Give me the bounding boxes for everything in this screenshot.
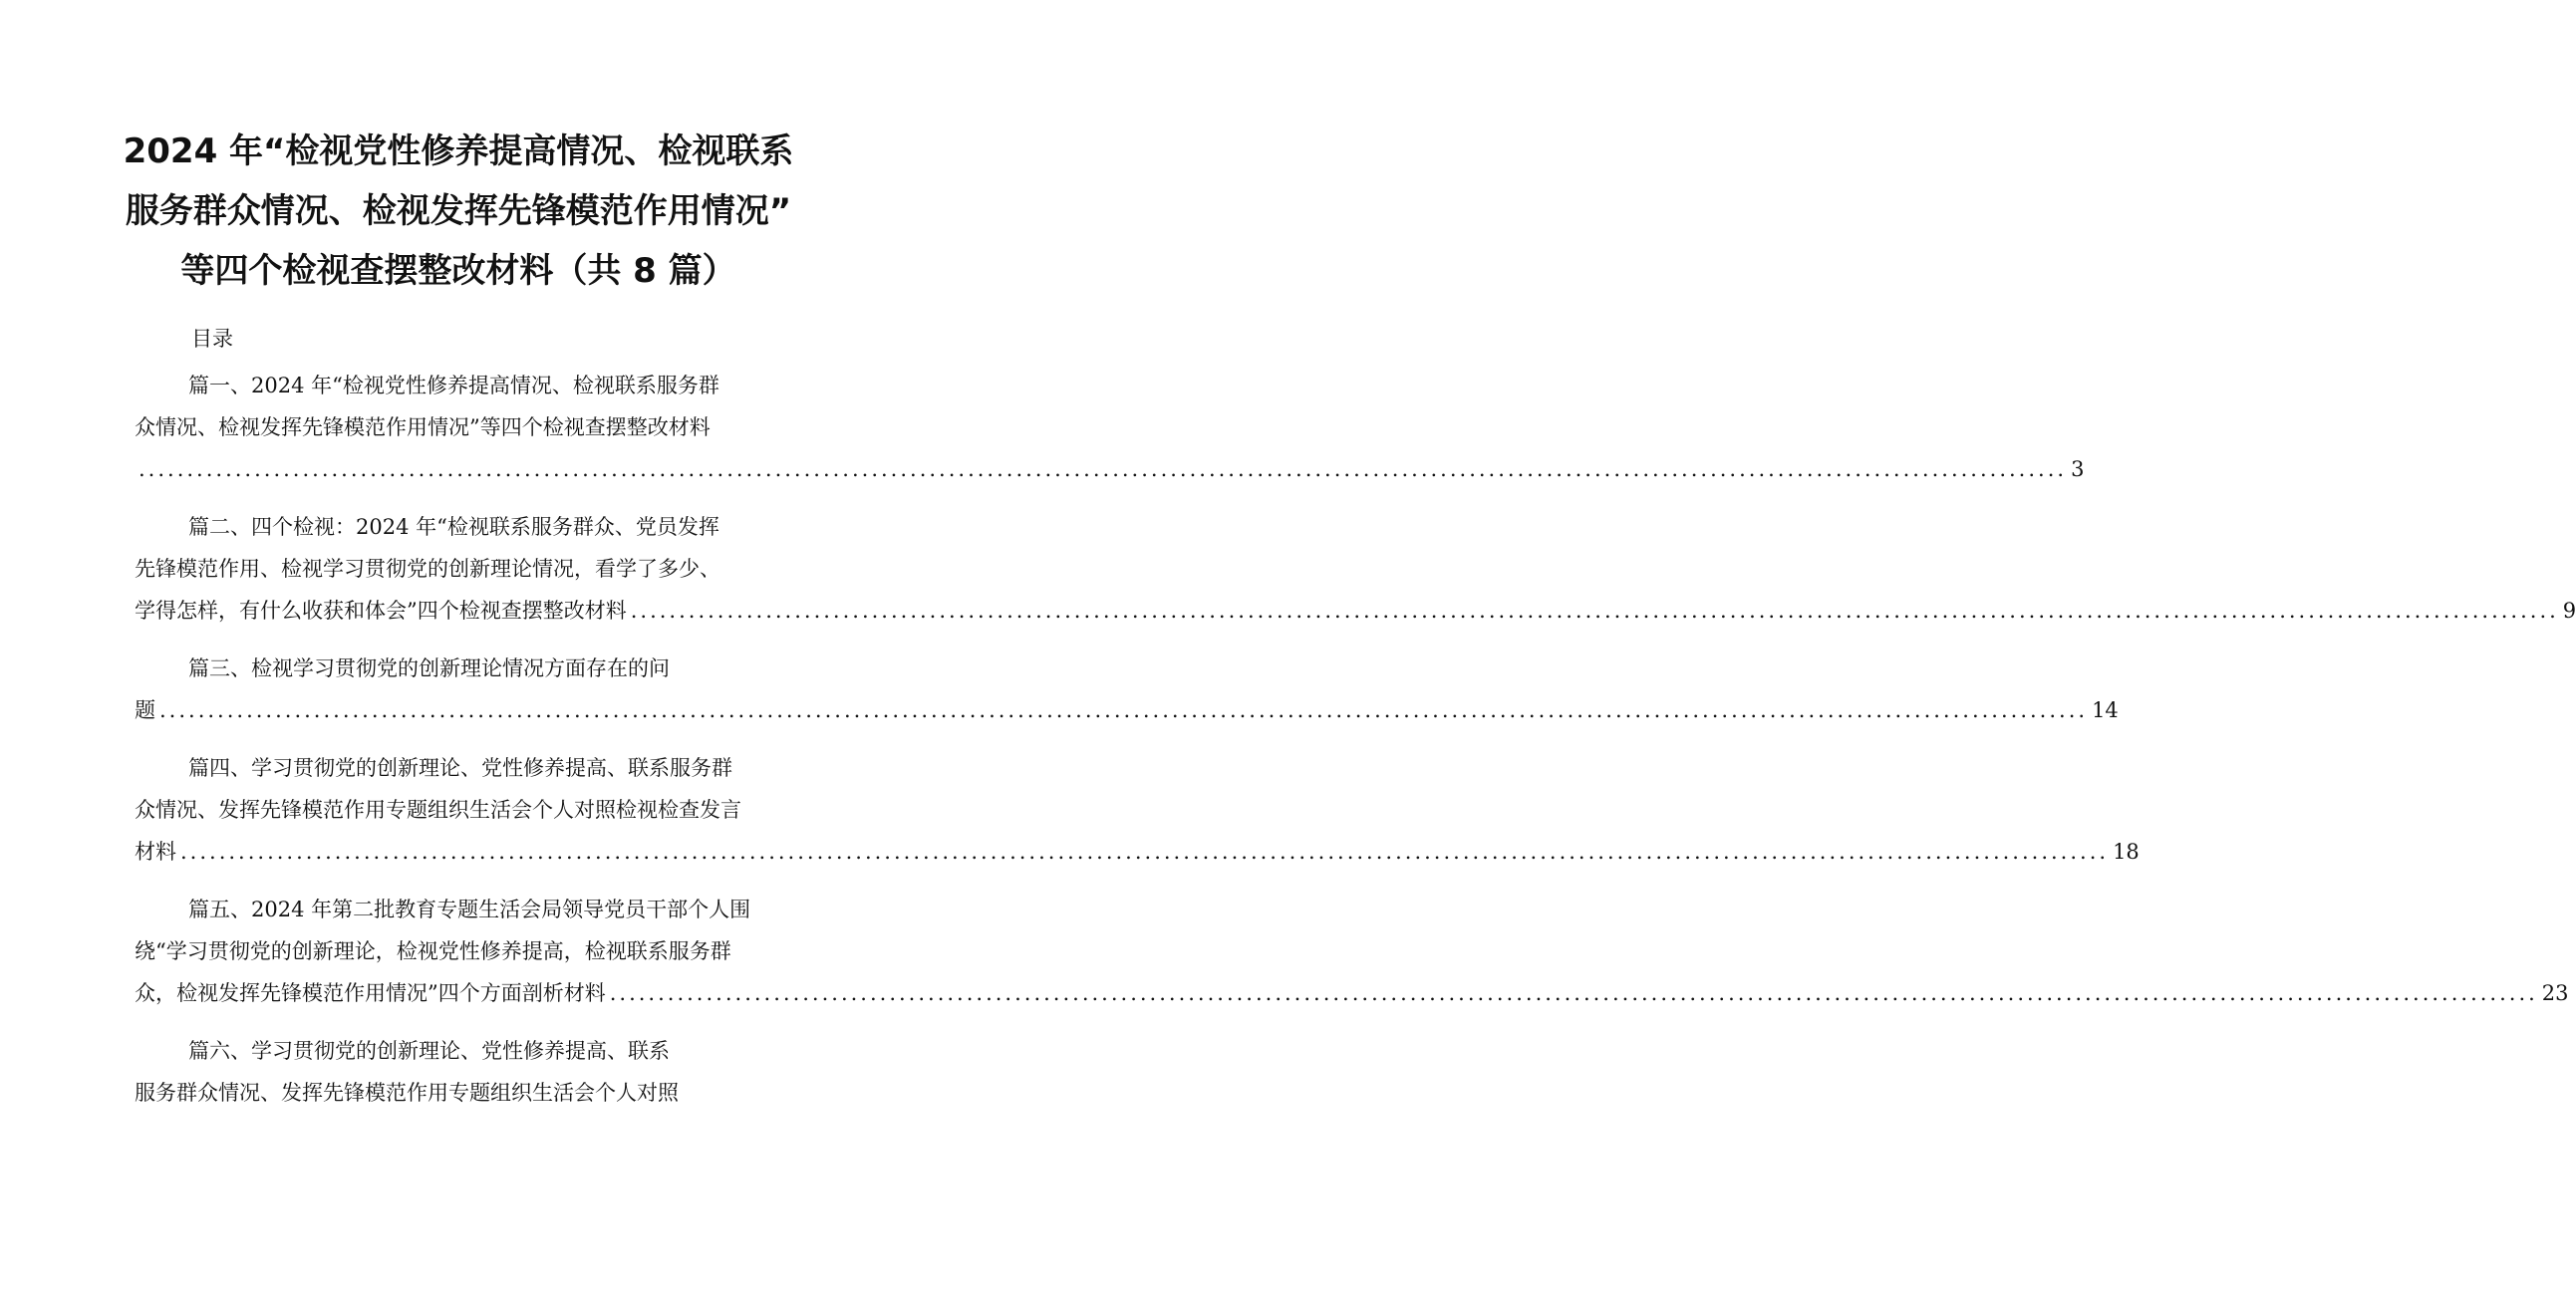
toc-entry-leader-line <box>135 590 2576 632</box>
toc-label: 目录 <box>191 327 233 351</box>
toc-entry-text: 题 <box>135 698 155 722</box>
toc-page-number: 18 <box>2113 840 2140 864</box>
toc-entry[interactable] <box>135 889 2569 1014</box>
toc-entry-leader-line <box>135 448 2085 490</box>
table-of-contents <box>135 365 2576 1130</box>
toc-dot-leader: ........................................................................................................................................................................................................ <box>139 457 2068 481</box>
toc-entry-line: 绕“学习贯彻党的创新理论，检视党性修养提高，检视联系服务群 <box>135 939 731 963</box>
toc-entry-line: 篇二、四个检视：2024 年“检视联系服务群众、党员发挥 <box>188 515 719 539</box>
toc-page-number: 23 <box>2541 981 2569 1005</box>
toc-entry-leader-line <box>135 972 2569 1014</box>
toc-entry[interactable] <box>135 1030 772 1114</box>
toc-entry-leader-line <box>135 831 2140 873</box>
toc-page-number: 3 <box>2071 457 2085 481</box>
toc-dot-leader: ........................................................................................................................................................................................................ <box>180 840 2110 864</box>
toc-entry-line: 篇五、2024 年第二批教育专题生活会局领导党员干部个人围 <box>188 898 751 921</box>
document-title <box>100 122 817 301</box>
toc-dot-leader: ........................................................................................................................................................................................................ <box>159 698 2089 722</box>
toc-entry[interactable] <box>135 648 2119 731</box>
toc-entry[interactable] <box>135 365 2085 490</box>
toc-entry-text: 众，检视发挥先锋模范作用情况”四个方面剖析材料 <box>135 981 606 1005</box>
title-line-3: 等四个检视查摆整改材料（共 8 篇） <box>180 251 736 291</box>
toc-entry[interactable] <box>135 506 2576 632</box>
toc-entry-line: 众情况、检视发挥先锋模范作用情况”等四个检视查摆整改材料 <box>135 415 711 439</box>
toc-dot-leader: ........................................................................................................................................................................................................ <box>609 981 2538 1005</box>
toc-dot-leader: ........................................................................................................................................................................................................ <box>630 599 2559 623</box>
toc-entry-line: 服务群众情况、发挥先锋模范作用专题组织生活会个人对照 <box>135 1081 679 1105</box>
toc-entry-line: 篇一、2024 年“检视党性修养提高情况、检视联系服务群 <box>188 374 719 397</box>
toc-page-number: 9 <box>2562 599 2576 623</box>
toc-entry-line: 篇三、检视学习贯彻党的创新理论情况方面存在的问 <box>188 656 670 680</box>
toc-entry-leader-line <box>135 689 2119 731</box>
title-line-1: 2024 年“检视党性修养提高情况、检视联系 <box>123 131 794 171</box>
toc-entry-text: 学得怎样，有什么收获和体会”四个检视查摆整改材料 <box>135 599 627 623</box>
toc-entry-line: 篇四、学习贯彻党的创新理论、党性修养提高、联系服务群 <box>188 756 732 780</box>
toc-entry-line: 众情况、发挥先锋模范作用专题组织生活会个人对照检视检查发言 <box>135 798 741 822</box>
title-line-2: 服务群众情况、检视发挥先锋模范作用情况” <box>125 191 792 231</box>
toc-page-number: 14 <box>2092 698 2119 722</box>
toc-entry[interactable] <box>135 747 2140 873</box>
toc-entry-line: 先锋模范作用、检视学习贯彻党的创新理论情况，看学了多少、 <box>135 557 720 581</box>
toc-entry-text: 材料 <box>135 840 176 864</box>
toc-entry-line: 篇六、学习贯彻党的创新理论、党性修养提高、联系 <box>188 1039 670 1063</box>
